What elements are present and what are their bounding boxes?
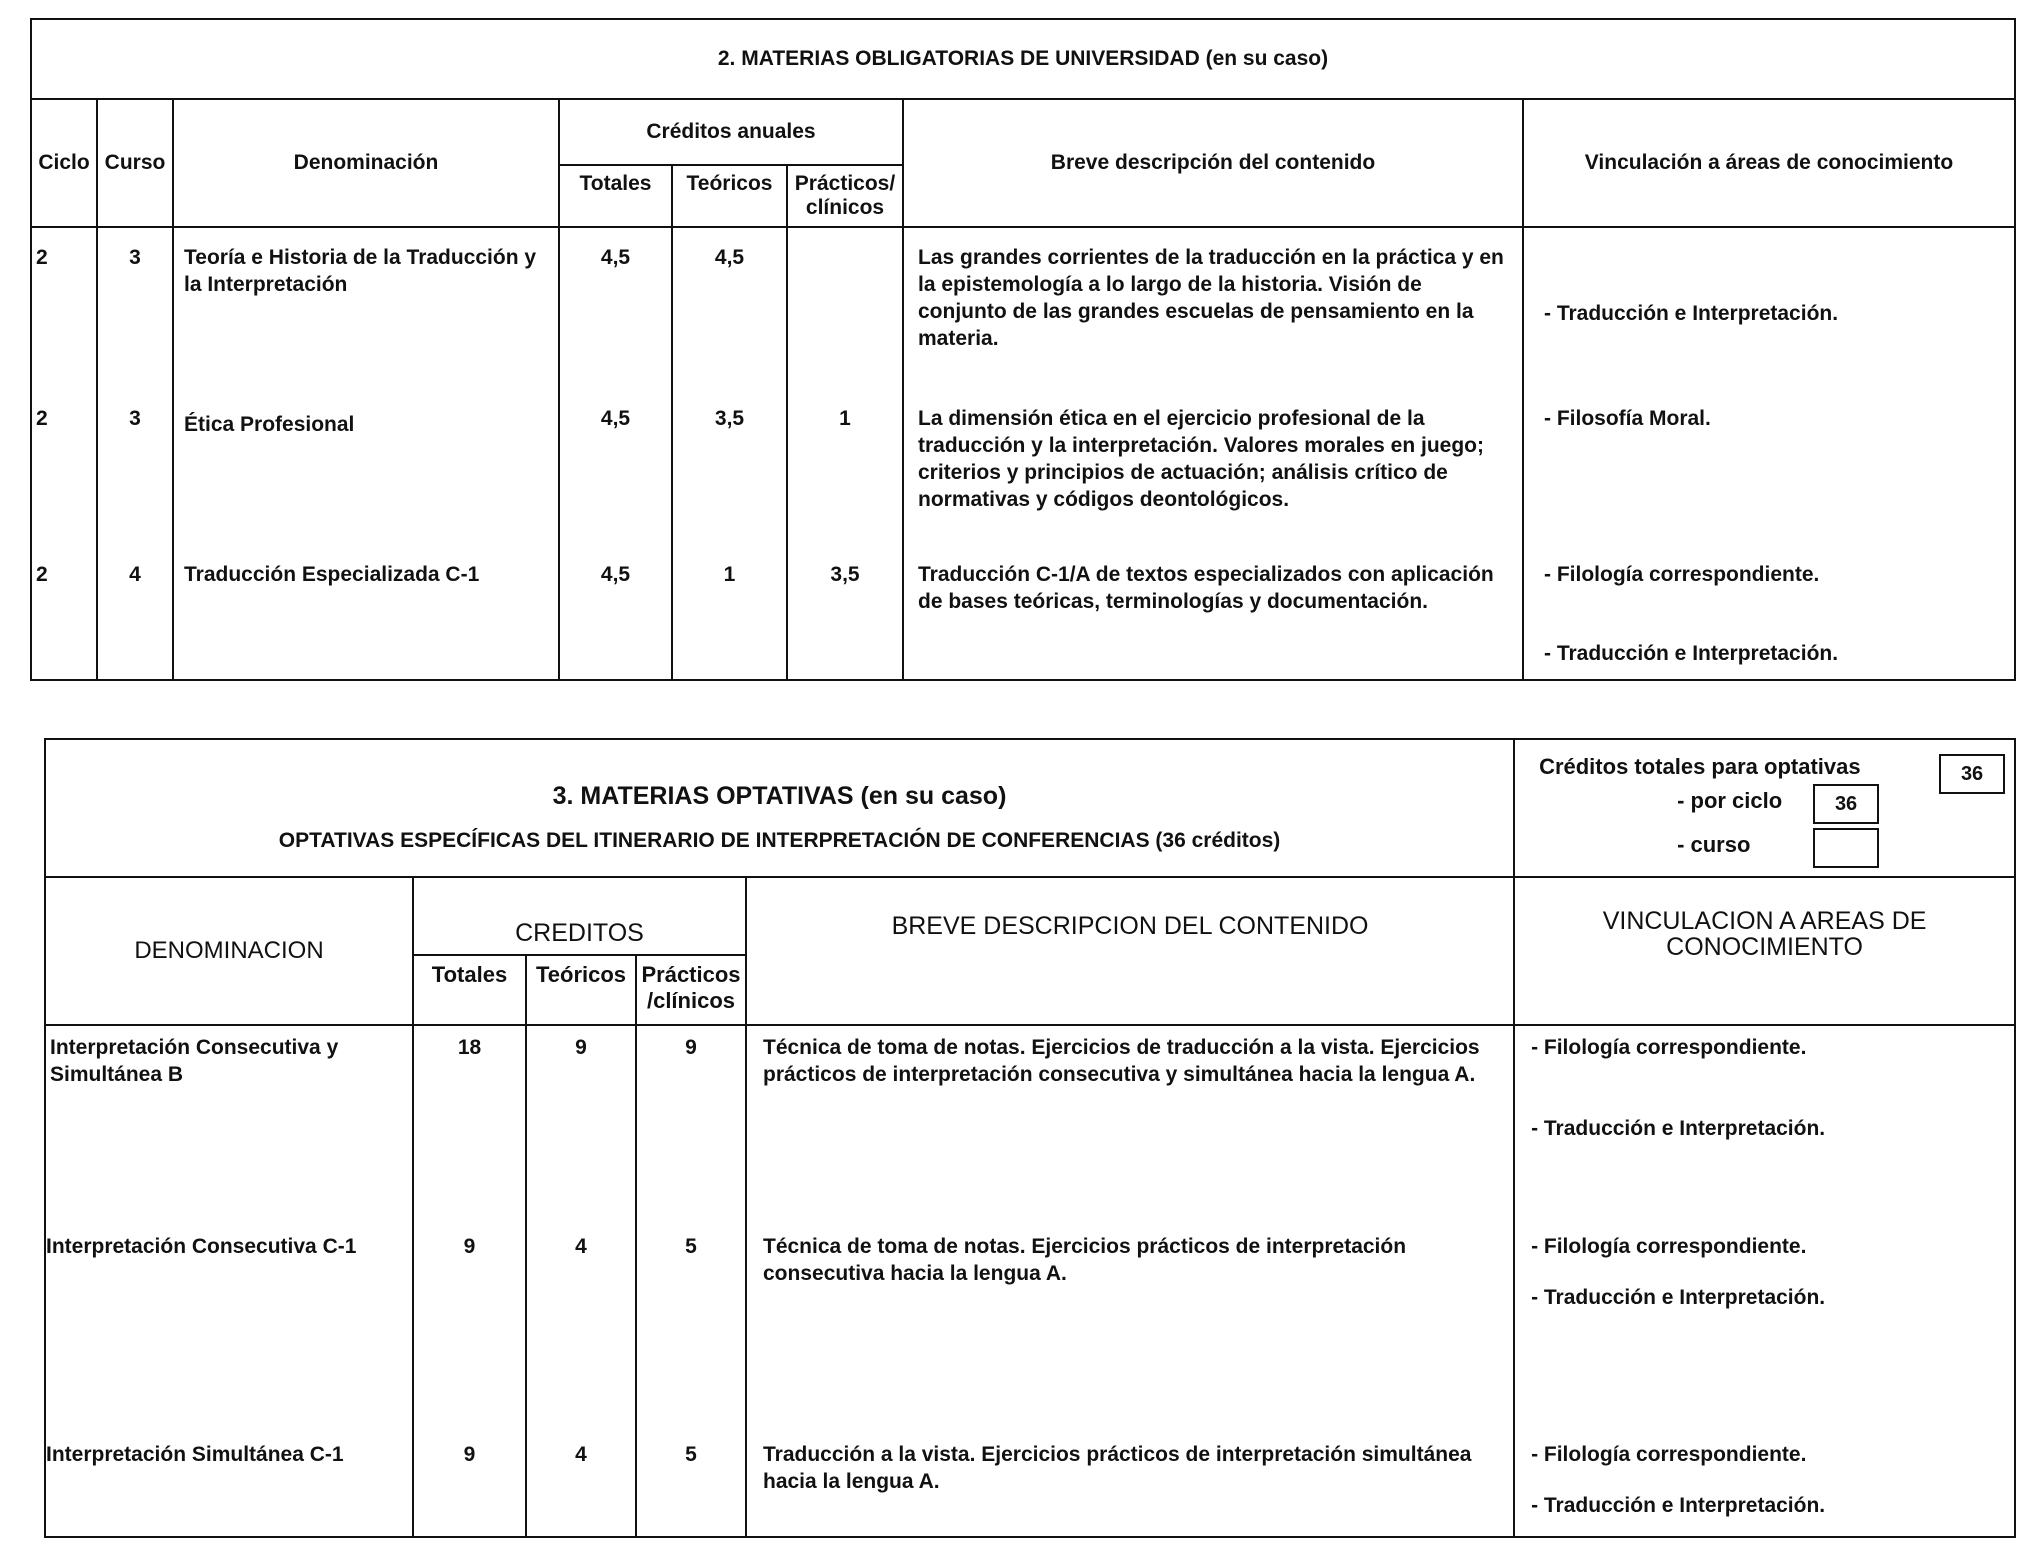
cell-vinculacion <box>1523 389 2015 545</box>
cell-teoricos: 3,5 <box>672 389 787 545</box>
optativas-curso-box <box>1813 828 1879 868</box>
cell-totales: 4,5 <box>559 545 672 680</box>
cell-vinculacion <box>1514 1433 2015 1537</box>
vinculacion-line: - Filología correspondiente. <box>1531 1036 1807 1059</box>
section3-subtitle: OPTATIVAS ESPECÍFICAS DEL ITINERARIO DE INTERPRETACIÓN DE CONFERENCIAS (36 créditos) <box>278 828 1281 852</box>
cell-denominacion: Ética Profesional <box>173 389 559 545</box>
cell-denominacion: Traducción Especializada C-1 <box>173 545 559 680</box>
optativas-total-box: 36 <box>1939 754 2005 794</box>
cell-teoricos: 4 <box>526 1225 636 1433</box>
cell-vinculacion <box>1523 227 2015 389</box>
cell-descripcion: Técnica de toma de notas. Ejercicios de traducción a la vista. Ejercicios prácticos de interpretación consecutiva y simultánea hacia la lengua A. <box>746 1025 1514 1225</box>
header-practicos: Prácticos /clínicos <box>636 955 746 1025</box>
cell-descripcion: Traducción C-1/A de textos especializados con aplicación de bases teóricas, terminologías y documentación. <box>903 545 1523 680</box>
cell-teoricos: 9 <box>526 1025 636 1225</box>
vinculacion-line: - Traducción e Interpretación. <box>1544 302 1839 325</box>
header-teoricos: Teóricos <box>526 955 636 1025</box>
header-totales: Totales <box>413 955 526 1025</box>
optativas-table <box>44 738 2016 1538</box>
vinculacion-line: - Traducción e Interpretación. <box>1544 642 1839 665</box>
cell-vinculacion <box>1523 545 2015 680</box>
cell-denominacion: Interpretación Consecutiva C-1 <box>45 1225 413 1433</box>
cell-totales: 9 <box>413 1433 526 1537</box>
table-row <box>45 1025 2015 1225</box>
vinculacion-line: - Traducción e Interpretación. <box>1531 1494 1826 1517</box>
optativas-por-ciclo-box: 36 <box>1813 784 1879 824</box>
header-totales: Totales <box>559 165 672 227</box>
cell-practicos: 5 <box>636 1433 746 1537</box>
section3-title-cell <box>45 739 1514 877</box>
cell-descripcion: Traducción a la vista. Ejercicios prácticos de interpretación simultánea hacia la lengua A. <box>746 1433 1514 1537</box>
optativas-curso-label: - curso <box>1677 832 1751 857</box>
cell-vinculacion <box>1514 1025 2015 1225</box>
cell-curso: 3 <box>97 389 173 545</box>
header-vinculacion: VINCULACION A AREAS DE CONOCIMIENTO <box>1514 877 2015 1025</box>
optativas-credits-cell <box>1514 739 2015 877</box>
cell-totales: 9 <box>413 1225 526 1433</box>
header-teoricos: Teóricos <box>672 165 787 227</box>
header-curso: Curso <box>97 99 173 227</box>
cell-practicos <box>787 227 903 389</box>
vinculacion-line: - Traducción e Interpretación. <box>1531 1117 1826 1140</box>
table-row <box>31 227 2015 389</box>
cell-descripcion: Técnica de toma de notas. Ejercicios prácticos de interpretación consecutiva hacia la lengua A. <box>746 1225 1514 1433</box>
cell-teoricos: 4 <box>526 1433 636 1537</box>
header-denominacion: Denominación <box>173 99 559 227</box>
cell-totales: 4,5 <box>559 389 672 545</box>
cell-practicos: 1 <box>787 389 903 545</box>
cell-denominacion: Teoría e Historia de la Traducción y la Interpretación <box>173 227 559 389</box>
header-denominacion: DENOMINACION <box>45 877 413 1025</box>
vinculacion-line: - Filosofía Moral. <box>1544 407 1711 430</box>
vinculacion-line: - Filología correspondiente. <box>1531 1235 1807 1258</box>
section2-title: 2. MATERIAS OBLIGATORIAS DE UNIVERSIDAD (en su caso) <box>31 19 2015 99</box>
cell-curso: 3 <box>97 227 173 389</box>
vinculacion-line: - Traducción e Interpretación. <box>1531 1286 1826 1309</box>
cell-descripcion: La dimensión ética en el ejercicio profesional de la traducción y la interpretación. Valores morales en juego; criterios y principios de actuación; análisis crítico de normativas y códigos deontológicos. <box>903 389 1523 545</box>
table-row <box>45 1225 2015 1433</box>
cell-practicos: 3,5 <box>787 545 903 680</box>
cell-totales: 4,5 <box>559 227 672 389</box>
cell-practicos: 5 <box>636 1225 746 1433</box>
cell-ciclo: 2 <box>31 389 97 545</box>
obligatorias-table <box>30 18 2016 681</box>
section3-title: 3. MATERIAS OPTATIVAS (en su caso) <box>552 781 1007 810</box>
optativas-total-label: Créditos totales para optativas <box>1539 754 1861 779</box>
cell-denominacion: Interpretación Simultánea C-1 <box>45 1433 413 1537</box>
header-ciclo: Ciclo <box>31 99 97 227</box>
table-row <box>31 389 2015 545</box>
header-practicos: Prácticos/ clínicos <box>787 165 903 227</box>
cell-teoricos: 1 <box>672 545 787 680</box>
header-descripcion: BREVE DESCRIPCION DEL CONTENIDO <box>746 877 1514 1025</box>
optativas-por-ciclo-label: - por ciclo <box>1677 788 1783 813</box>
vinculacion-line: - Filología correspondiente. <box>1531 1443 1807 1466</box>
cell-curso: 4 <box>97 545 173 680</box>
cell-descripcion: Las grandes corrientes de la traducción en la práctica y en la epistemología a lo largo de la historia. Visión de conjunto de las grandes escuelas de pensamiento en la materia. <box>903 227 1523 389</box>
cell-totales: 18 <box>413 1025 526 1225</box>
cell-ciclo: 2 <box>31 545 97 680</box>
table-row <box>45 1433 2015 1537</box>
header-vinculacion: Vinculación a áreas de conocimiento <box>1523 99 2015 227</box>
cell-practicos: 9 <box>636 1025 746 1225</box>
header-descripcion: Breve descripción del contenido <box>903 99 1523 227</box>
cell-ciclo: 2 <box>31 227 97 389</box>
header-creditos: Créditos anuales <box>559 99 903 165</box>
vinculacion-line: - Filología correspondiente. <box>1544 563 1820 586</box>
cell-teoricos: 4,5 <box>672 227 787 389</box>
cell-denominacion: Interpretación Consecutiva y Simultánea B <box>45 1025 413 1225</box>
header-creditos: CREDITOS <box>413 877 746 955</box>
cell-vinculacion <box>1514 1225 2015 1433</box>
table-row <box>31 545 2015 680</box>
